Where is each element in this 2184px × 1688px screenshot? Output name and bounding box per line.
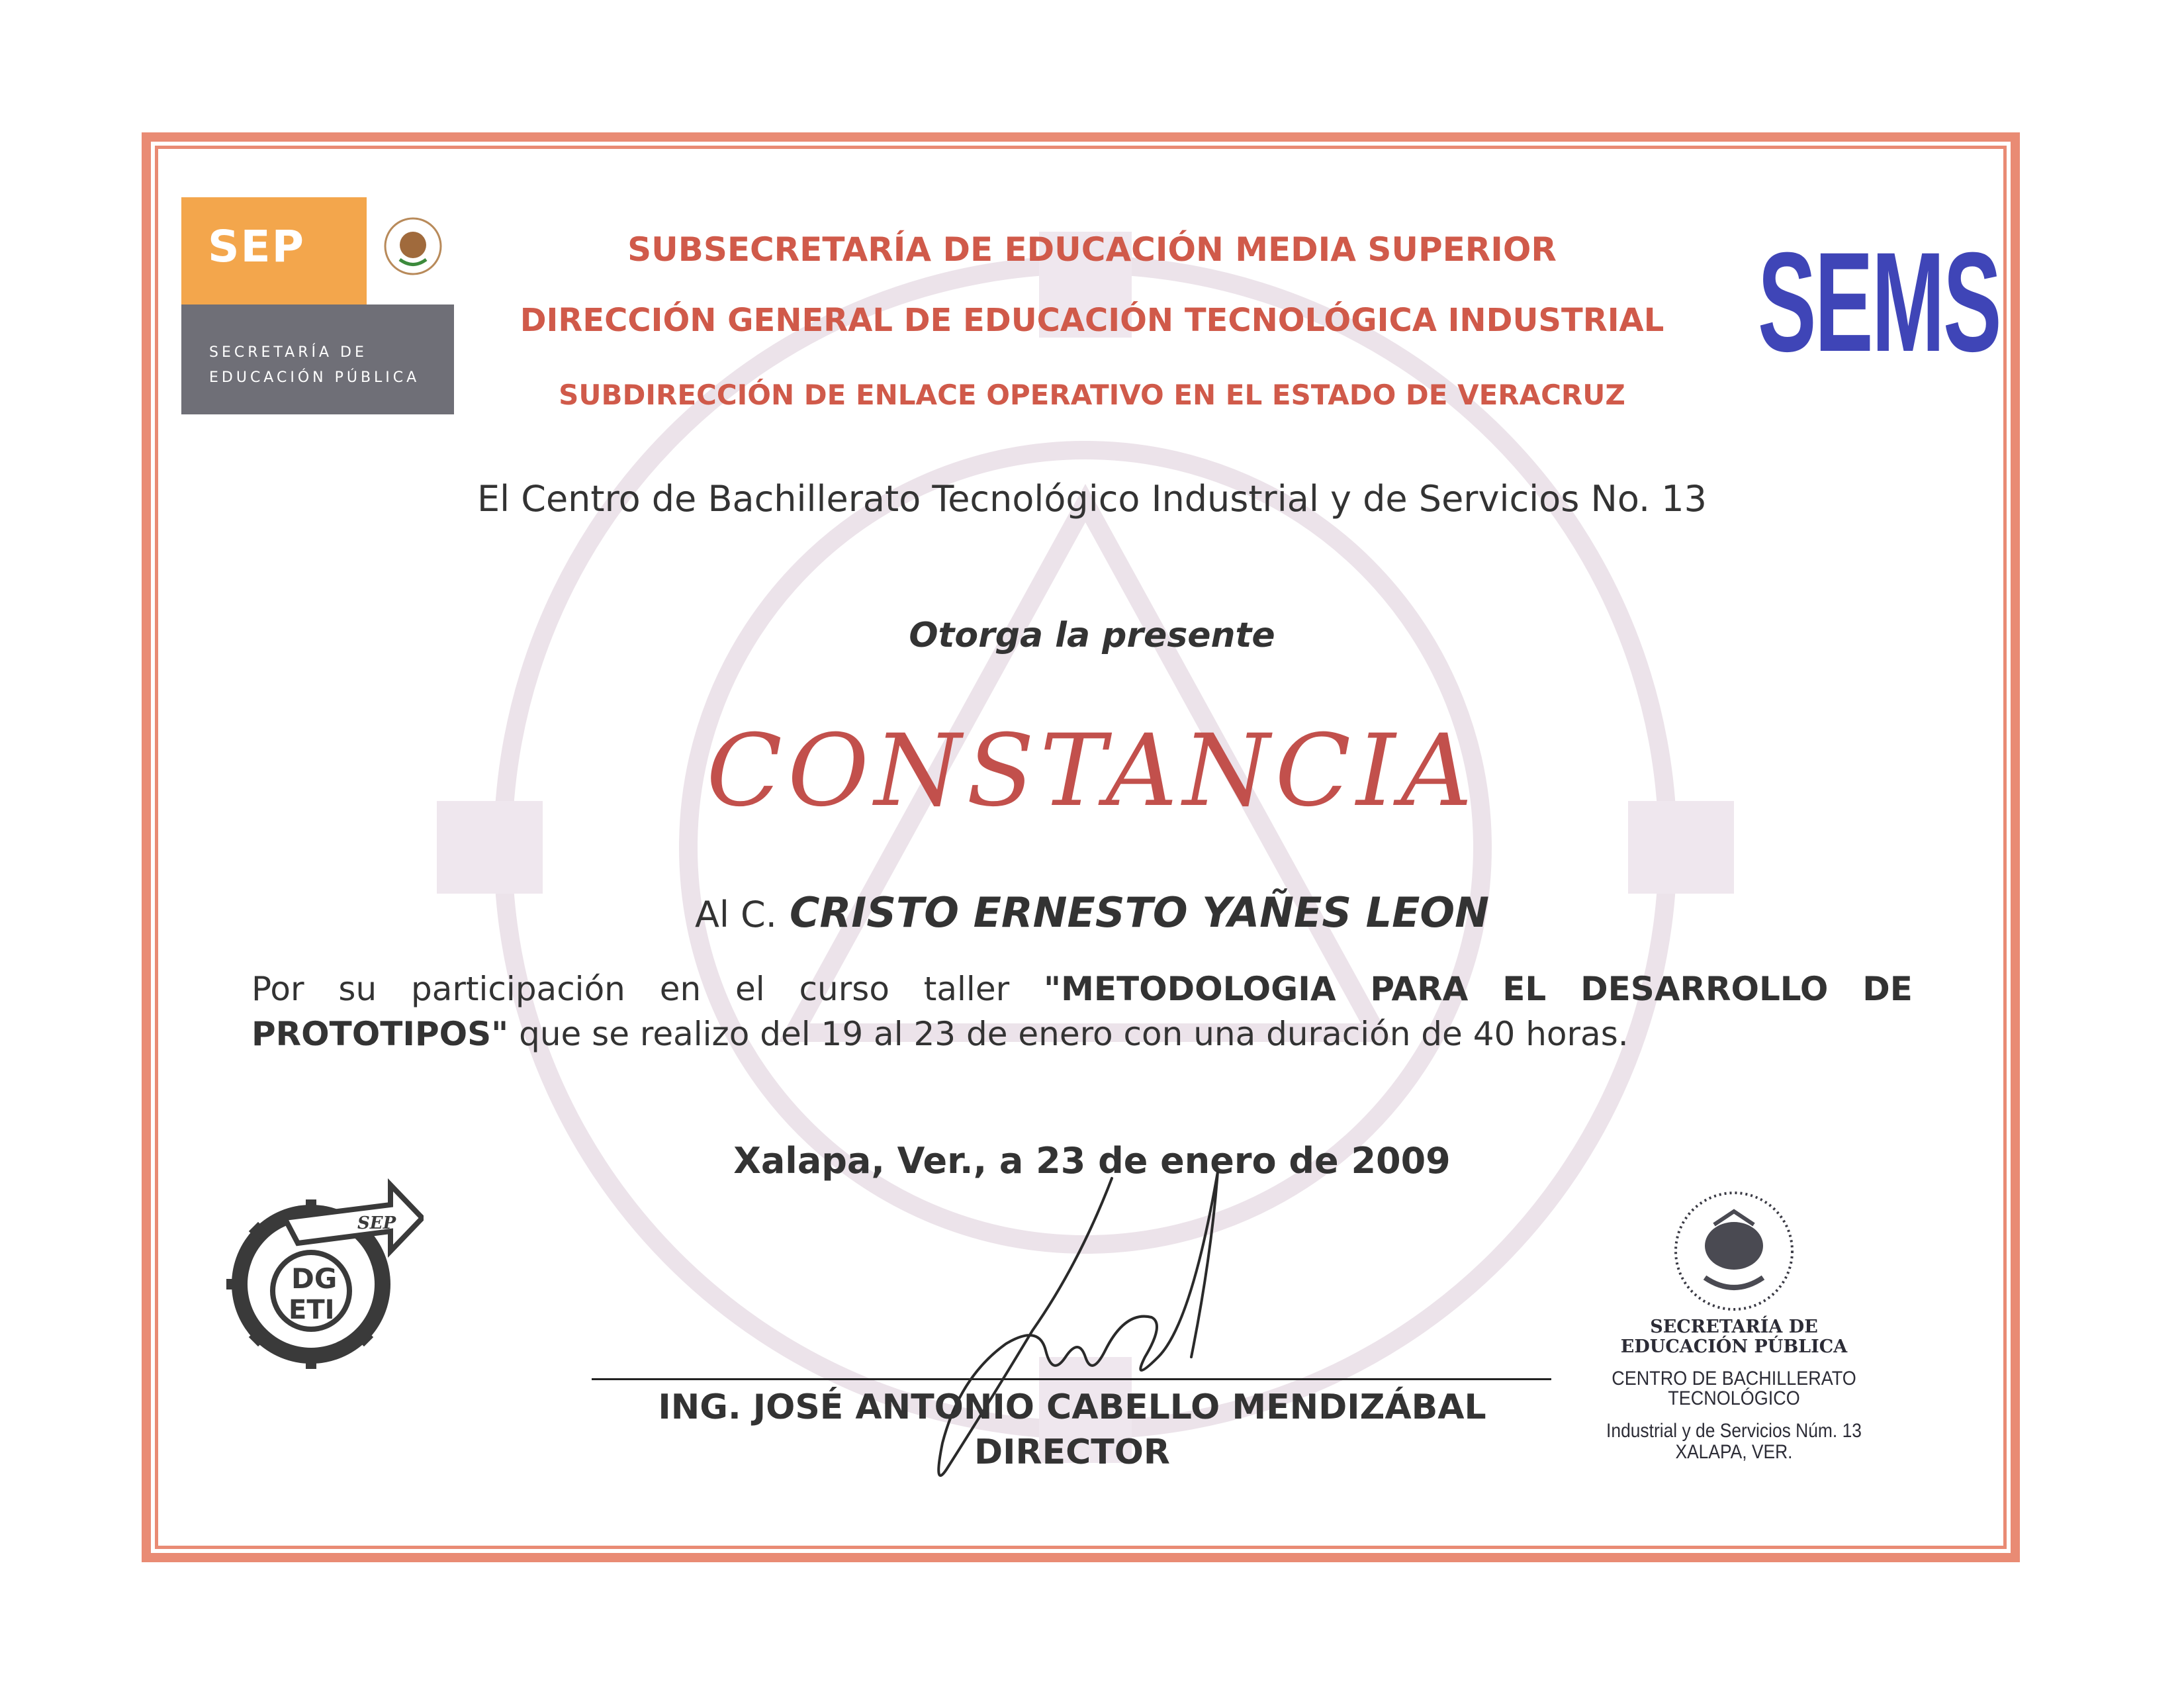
stamp-line-3: CENTRO DE BACHILLERATO: [1612, 1368, 1856, 1389]
body-word: en: [659, 970, 702, 1008]
certificate-body-text: [251, 966, 1913, 1056]
director-title: DIRECTOR: [974, 1432, 1170, 1472]
sep-logo-subtitle-2: EDUCACIÓN PÚBLICA: [209, 369, 420, 386]
body-line-1: [251, 966, 1913, 1011]
sems-logo: SEMS: [1758, 223, 2001, 381]
course-name-end: PROTOTIPOS": [251, 1015, 509, 1053]
body-word: taller: [923, 970, 1010, 1008]
recipient-prefix: Al C.: [694, 894, 777, 935]
course-name-word: PARA: [1370, 970, 1469, 1008]
mexico-eagle-seal-icon: [1668, 1185, 1800, 1317]
recipient-line: [463, 888, 1721, 937]
course-details: que se realizo del 19 al 23 de enero con una duración de 40 horas.: [519, 1015, 1629, 1053]
director-name: ING. JOSÉ ANTONIO CABELLO MENDIZÁBAL: [658, 1387, 1486, 1427]
sep-logo-subtitle-1: SECRETARÍA DE: [209, 344, 367, 361]
stamp-line-6: XALAPA, VER.: [1675, 1441, 1793, 1463]
dgeti-logo-mid: DG: [291, 1262, 338, 1295]
header-line-3: SUBDIRECCIÓN DE ENLACE OPERATIVO EN EL ESTADO DE VERACRUZ: [559, 379, 1625, 411]
sep-logo-subtitle: [209, 340, 420, 391]
course-name-word: "METODOLOGIA: [1044, 970, 1336, 1008]
course-name-word: EL: [1502, 970, 1547, 1008]
stamp-secretaria: [1562, 1317, 1906, 1357]
dgeti-logo-top: SEP: [357, 1213, 396, 1233]
issuing-school: El Centro de Bachillerato Tecnológico Industrial y de Servicios No. 13: [477, 478, 1707, 520]
grant-phrase: Otorga la presente: [909, 616, 1275, 655]
recipient-name: CRISTO ERNESTO YAÑES LEON: [790, 888, 1490, 937]
body-word: Por: [251, 970, 304, 1008]
header-line-2: DIRECCIÓN GENERAL DE EDUCACIÓN TECNOLÓGICA INDUSTRIAL: [520, 302, 1664, 339]
stamp-line-1: SECRETARÍA DE: [1650, 1317, 1818, 1337]
body-word: participación: [411, 970, 625, 1008]
stamp-line-2: EDUCACIÓN PÚBLICA: [1620, 1336, 1848, 1357]
stamp-address: [1582, 1421, 1886, 1463]
sep-logo-word: SEP: [208, 221, 305, 272]
header-line-1: SUBSECRETARÍA DE EDUCACIÓN MEDIA SUPERIOR: [627, 230, 1557, 269]
stamp-line-5: Industrial y de Servicios Núm. 13: [1606, 1420, 1862, 1442]
certificate-title: CONSTANCIA: [706, 714, 1478, 829]
body-word: su: [338, 970, 377, 1008]
stamp-line-4: TECNOLÓGICO: [1668, 1387, 1800, 1409]
school-stamp: [1562, 1185, 1906, 1489]
body-word: el: [735, 970, 765, 1008]
course-name-word: DE: [1862, 970, 1913, 1008]
dgeti-gear-logo: [225, 1165, 424, 1377]
body-line-2: [251, 1011, 1913, 1056]
course-name-word: DESARROLLO: [1580, 970, 1829, 1008]
place-and-date: Xalapa, Ver., a 23 de enero de 2009: [733, 1140, 1451, 1182]
body-word: curso: [799, 970, 889, 1008]
stamp-centro: [1579, 1369, 1889, 1409]
dgeti-logo-bottom: ETI: [289, 1295, 335, 1325]
